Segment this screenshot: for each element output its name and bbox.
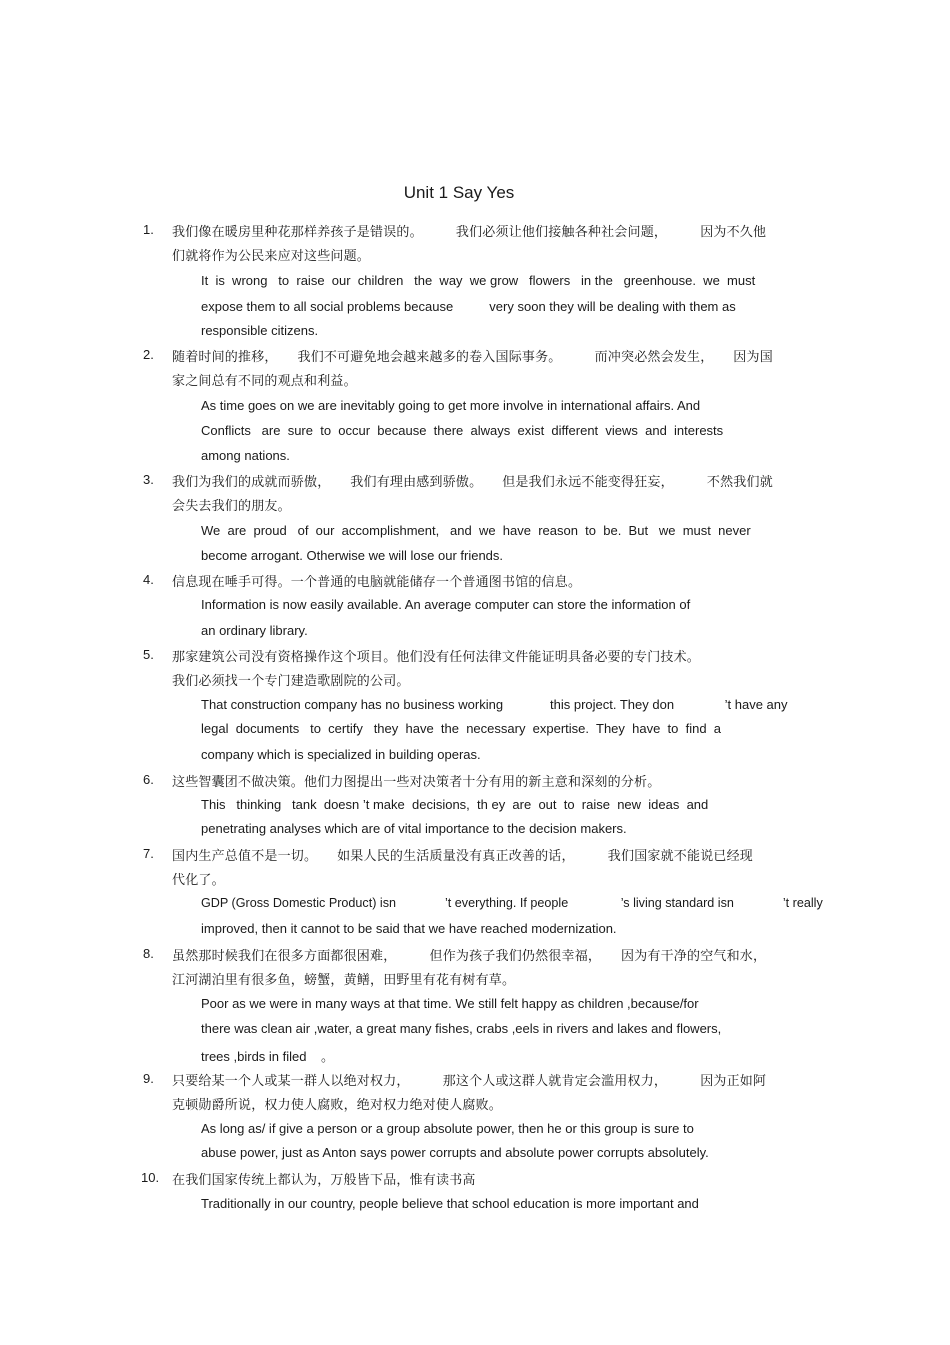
english-line: expose them to all social problems because very soon they will be dealing with them as: [201, 299, 736, 314]
english-line: company which is specialized in building operas.: [201, 747, 481, 762]
english-line: there was clean air ,water, a great many fishes, crabs ,eels in rivers and lakes and flowers,: [201, 1021, 722, 1036]
chinese-line: 克顿勋爵所说，权力使人腐败，绝对权力绝对使人腐败。: [172, 1098, 503, 1113]
chinese-line: 我们为我们的成就而骄傲， 我们有理由感到骄傲。 但是我们永远不能变得狂妄， 不然我们就: [172, 475, 773, 490]
english-line: abuse power, just as Anton says power corrupts and absolute power corrupts absolutely.: [201, 1145, 709, 1160]
english-line: Conflicts are sure to occur because there always exist different views and interests: [201, 423, 724, 438]
chinese-line: 那家建筑公司没有资格操作这个项目。他们没有任何法律文件能证明具备必要的专门技术。: [172, 650, 701, 665]
item-number: 2.: [143, 347, 154, 362]
english-line: We are proud of our accomplishment, and we have reason to be. But we must never: [201, 523, 751, 538]
chinese-line: 我们必须找一个专门建造歌剧院的公司。: [172, 674, 410, 689]
english-line: improved, then it cannot to be said that we have reached modernization.: [201, 921, 617, 936]
chinese-line: 代化了。: [172, 873, 225, 888]
chinese-line: 随着时间的推移， 我们不可避免地会越来越多的卷入国际事务。 而冲突必然会发生， 因为国: [172, 350, 773, 365]
page-title: Unit 1 Say Yes: [403, 183, 515, 202]
english-line: responsible citizens.: [201, 323, 319, 338]
item-number: 1.: [143, 222, 154, 237]
chinese-line: 这些智囊团不做决策。他们力图提出一些对决策者十分有用的新主意和深刻的分析。: [172, 775, 661, 790]
english-line: As long as/ if give a person or a group absolute power, then he or this group is sure to: [201, 1121, 694, 1136]
english-line: This thinking tank doesn ’t make decisions, th ey are out to raise new ideas and: [201, 797, 709, 812]
item-number: 5.: [143, 647, 154, 662]
english-line: As time goes on we are inevitably going to get more involve in international affairs. And: [201, 398, 701, 413]
item-number: 10.: [141, 1170, 160, 1185]
english-line: That construction company has no business working this project. They don ’t have any: [201, 697, 788, 712]
english-line: GDP (Gross Domestic Product) isn ’t everything. If people ’s living standard isn ’t really: [201, 896, 823, 910]
chinese-line: 们就将作为公民来应对这些问题。: [172, 249, 371, 264]
chinese-line: 信息现在唾手可得。一个普通的电脑就能储存一个普通图书馆的信息。: [172, 575, 582, 590]
chinese-line: 虽然那时候我们在很多方面都很困难， 但作为孩子我们仍然很幸福， 因为有干净的空气和水，: [172, 949, 767, 964]
chinese-line: 会失去我们的朋友。: [172, 499, 291, 514]
chinese-line: 在我们国家传统上都认为，万般皆下品，惟有读书高: [172, 1173, 476, 1188]
item-number: 4.: [143, 572, 154, 587]
item-number: 7.: [143, 846, 154, 861]
chinese-line: 我们像在暖房里种花那样养孩子是错误的。 我们必须让他们接触各种社会问题， 因为不久他: [172, 225, 767, 240]
english-line: penetrating analyses which are of vital importance to the decision makers.: [201, 821, 627, 836]
english-line: trees ,birds in filed 。: [201, 1049, 334, 1064]
chinese-line: 江河湖泊里有很多鱼，螃蟹，黄鳝，田野里有花有树有草。: [172, 973, 516, 988]
chinese-line: 国内生产总值不是一切。 如果人民的生活质量没有真正改善的话， 我们国家就不能说已经现: [172, 849, 754, 864]
item-number: 8.: [143, 946, 154, 961]
english-line: Information is now easily available. An average computer can store the information of: [201, 597, 691, 612]
item-number: 3.: [143, 472, 154, 487]
english-line: Traditionally in our country, people believe that school education is more important and: [201, 1196, 699, 1211]
english-line: among nations.: [201, 448, 290, 463]
item-number: 9.: [143, 1071, 154, 1086]
chinese-line: 家之间总有不同的观点和利益。: [172, 374, 357, 389]
english-line: legal documents to certify they have the necessary expertise. They have to find a: [201, 721, 722, 736]
english-line: Poor as we were in many ways at that time. We still felt happy as children ,because/for: [201, 996, 699, 1011]
english-line: an ordinary library.: [201, 623, 308, 638]
chinese-line: 只要给某一个人或某一群人以绝对权力， 那这个人或这群人就肯定会滥用权力， 因为正如阿: [172, 1074, 767, 1089]
item-number: 6.: [143, 772, 154, 787]
english-line: become arrogant. Otherwise we will lose our friends.: [201, 548, 504, 563]
english-line: It is wrong to raise our children the way we grow flowers in the greenhouse. we must: [201, 273, 756, 288]
